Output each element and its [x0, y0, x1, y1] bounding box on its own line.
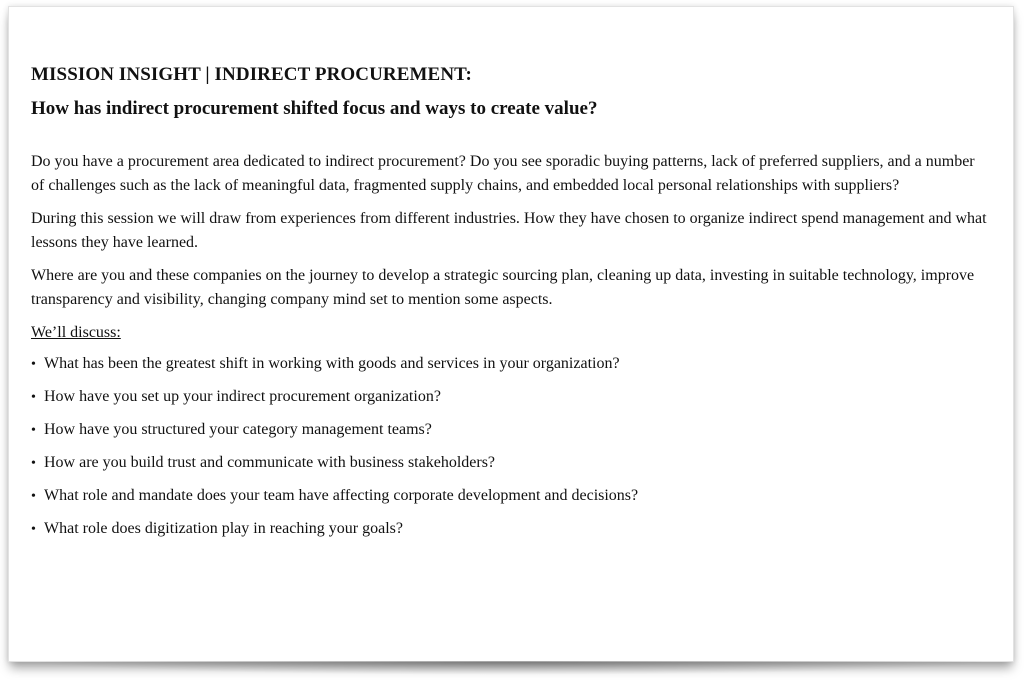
- session-paragraph: During this session we will draw from experiences from different industries. How they have chosen to organize indirect spend management and what lessons they have learned.: [31, 210, 987, 251]
- list-item-text: What role does digitization play in reaching your goals?: [44, 520, 403, 537]
- bullet-icon: •: [31, 390, 36, 405]
- bullet-icon: •: [31, 423, 36, 438]
- list-item-text: How are you build trust and communicate with business stakeholders?: [44, 454, 496, 471]
- list-item-text: What role and mandate does your team have affecting corporate development and decisions?: [44, 487, 639, 504]
- list-item-text: What has been the greatest shift in working with goods and services in your organization?: [44, 355, 620, 372]
- list-item: [31, 484, 991, 509]
- list-item: [31, 451, 991, 476]
- page-title: How has indirect procurement shifted focus and ways to create value?: [31, 98, 598, 119]
- list-item-text: How have you set up your indirect procurement organization?: [44, 388, 441, 405]
- bullet-icon: •: [31, 357, 36, 372]
- discuss-label: We’ll discuss:: [31, 324, 121, 341]
- discussion-list: [31, 352, 991, 542]
- list-item: [31, 418, 991, 443]
- list-item: [31, 385, 991, 410]
- document-body: [31, 150, 991, 542]
- bullet-icon: •: [31, 522, 36, 537]
- list-item: [31, 352, 991, 377]
- list-item: [31, 517, 991, 542]
- document-content: [31, 62, 991, 550]
- bullet-icon: •: [31, 456, 36, 471]
- journey-paragraph: Where are you and these companies on the journey to develop a strategic sourcing plan, cleaning up data, investing in suitable technology, improve transparency and visibility, changing company mind set to mention some aspects.: [31, 267, 975, 308]
- list-item-text: How have you structured your category management teams?: [44, 421, 432, 438]
- document-page: [8, 6, 1014, 662]
- intro-paragraph: Do you have a procurement area dedicated to indirect procurement? Do you see sporadic buying patterns, lack of preferred suppliers, and a number of challenges such as the lack of meaningful data, fragmented supply chains, and embedded local personal relationships with suppliers?: [31, 153, 975, 194]
- section-eyebrow: MISSION INSIGHT | INDIRECT PROCUREMENT:: [31, 64, 472, 85]
- bullet-icon: •: [31, 489, 36, 504]
